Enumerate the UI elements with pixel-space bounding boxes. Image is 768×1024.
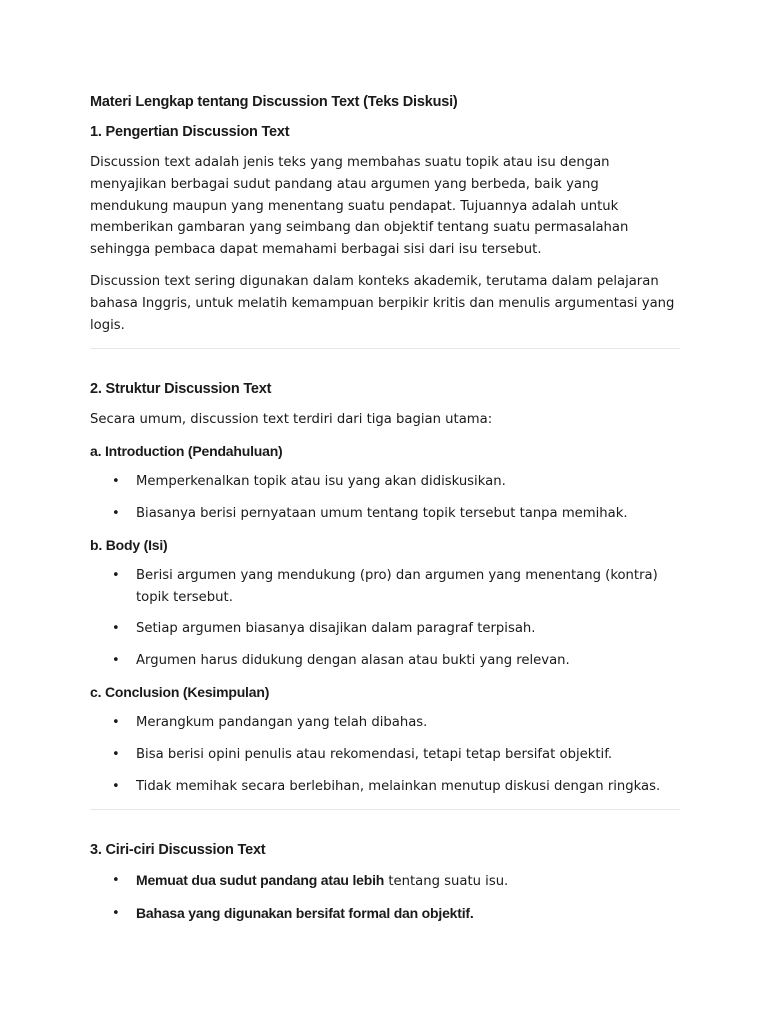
bullet-icon: • [112,653,120,669]
bullet-icon: • [112,714,120,730]
bullet-icon: • [112,778,120,794]
section-1-paragraph: Discussion text sering digunakan dalam konteks akademik, terutama dalam pelajaran bahasa Inggris, untuk melatih kemampuan berpikir kritis dan menulis argumentasi yang logis. [90,273,675,333]
list-item-text: tentang suatu isu. [384,874,509,890]
list-item [90,471,680,493]
list-item [90,712,680,734]
body-heading: b. Body (Isi) [90,536,168,553]
conclusion-heading: c. Conclusion (Kesimpulan) [90,683,270,700]
introduction-heading: a. Introduction (Pendahuluan) [90,443,283,460]
bullet-icon: • [112,567,120,583]
list-item [90,903,680,926]
list-item-bold-text: Memuat dua sudut pandang atau lebih [136,872,385,889]
bullet-icon: • [112,621,120,637]
document-title: Materi Lengkap tentang Discussion Text (Teks Diskusi) [90,94,458,110]
section-1-paragraph: Discussion text adalah jenis teks yang membahas suatu topik atau isu dengan menyajikan berbagai sudut pandang atau argumen yang berbeda, baik yang mendukung maupun yang menentang suatu pendapat. Tujuannya adalah untuk memberikan gambaran yang seimbang dan objektif tentang suatu permasalahan sehingga pembaca dapat memahami berbagai sisi dari isu tersebut. [90,155,629,258]
characteristics-list [90,870,680,926]
bullet-icon: • [112,505,120,521]
list-item [90,870,680,893]
section-1-heading: 1. Pengertian Discussion Text [90,124,290,140]
section-2-heading: 2. Struktur Discussion Text [90,381,272,398]
list-item-text: Biasanya berisi pernyataan umum tentang topik tersebut tanpa memihak. [136,505,628,521]
body-list [90,565,680,672]
conclusion-list [90,712,680,797]
list-item-text: Tidak memihak secara berlebihan, melainkan menutup diskusi dengan ringkas. [136,778,661,794]
list-item [90,618,680,640]
bullet-icon: • [112,746,120,762]
list-item-bold-text: Bahasa yang digunakan bersifat formal dan objektif. [136,905,474,922]
introduction-list [90,471,680,525]
bullet-icon: • [112,906,120,922]
list-item [90,776,680,798]
list-item [90,565,680,609]
section-divider [90,348,680,349]
section-2-intro: Secara umum, discussion text terdiri dari tiga bagian utama: [90,412,493,428]
list-item [90,650,680,672]
bullet-icon: • [112,873,120,889]
list-item-text: Memperkenalkan topik atau isu yang akan didiskusikan. [136,474,506,490]
list-item-text: Bisa berisi opini penulis atau rekomendasi, tetapi tetap bersifat objektif. [136,746,613,762]
list-item-text: Berisi argumen yang mendukung (pro) dan argumen yang menentang (kontra) topik tersebut. [136,567,658,605]
bullet-icon: • [112,474,120,490]
document-page [90,92,680,936]
list-item-text: Merangkum pandangan yang telah dibahas. [136,714,428,730]
list-item [90,744,680,766]
list-item-text: Argumen harus didukung dengan alasan atau bukti yang relevan. [136,653,570,669]
section-3-heading: 3. Ciri-ciri Discussion Text [90,842,266,859]
list-item [90,503,680,525]
list-item-text: Setiap argumen biasanya disajikan dalam paragraf terpisah. [136,621,536,637]
section-divider [90,809,680,810]
